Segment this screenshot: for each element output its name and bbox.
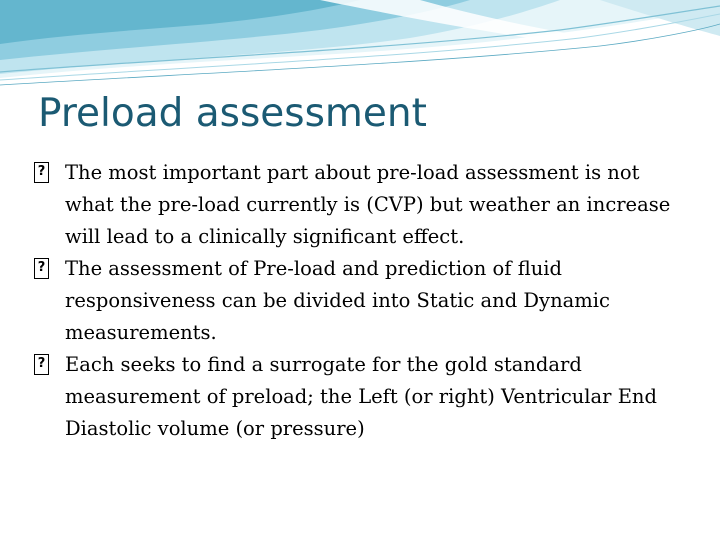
bullet-item <box>34 157 694 253</box>
missing-glyph-icon <box>34 354 49 375</box>
slide-title: Preload assessment <box>38 91 427 136</box>
bullet-item <box>34 253 694 349</box>
missing-glyph-icon <box>34 258 49 279</box>
bullet-text: Each seeks to find a surrogate for the gold standard measurement of preload; the Left (or right) Ventricular End Diastolic volume (or pressure) <box>65 353 657 440</box>
bullet-item <box>34 349 694 445</box>
missing-glyph-icon <box>34 162 49 183</box>
bullet-text: The assessment of Pre-load and prediction of fluid responsiveness can be divided into Static and Dynamic measurements. <box>65 257 610 344</box>
bullet-text: The most important part about pre-load assessment is not what the pre-load currently is (CVP) but weather an increase will lead to a clinically significant effect. <box>65 161 671 248</box>
header-wave-decoration <box>0 0 720 90</box>
bullet-list <box>34 157 694 445</box>
